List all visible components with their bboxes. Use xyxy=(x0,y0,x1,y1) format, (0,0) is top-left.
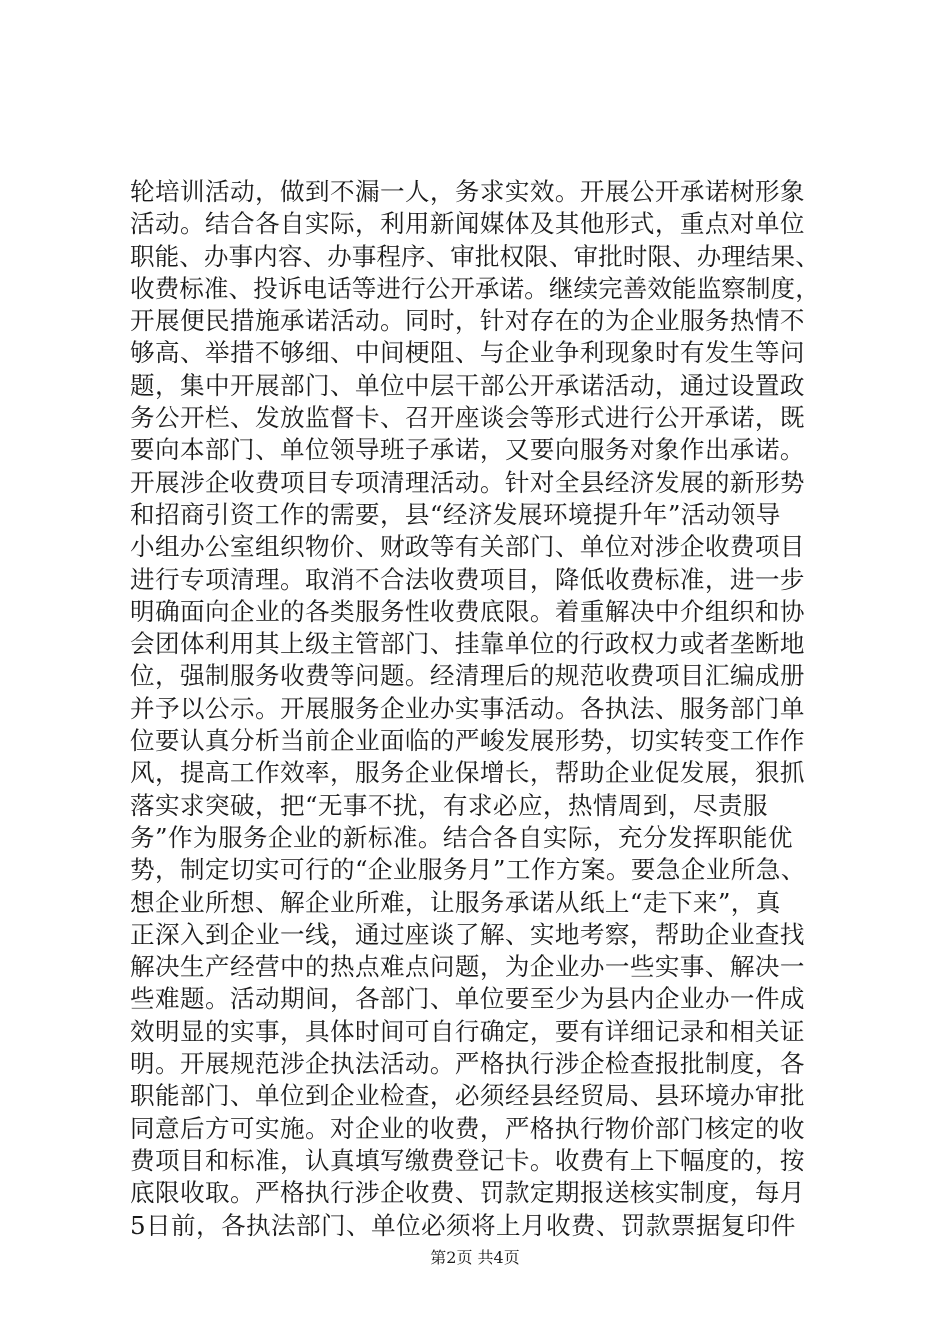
text-line: 位要认真分析当前企业面临的严峻发展形势，切实转变工作作 xyxy=(130,726,805,756)
text-line: 小组办公室组织物价、财政等有关部门、单位对涉企收费项目 xyxy=(130,532,805,562)
text-line: 要向本部门、单位领导班子承诺，又要向服务对象作出承诺。 xyxy=(130,435,805,465)
page-footer: 第2页 共4页 xyxy=(430,1248,520,1267)
text-line: 收费标准、投诉电话等进行公开承诺。继续完善效能监察制度， xyxy=(130,273,820,303)
text-line: 势，制定切实可行的“企业服务月”工作方案。要急企业所急、 xyxy=(130,855,806,885)
text-line: 职能、办事内容、办事程序、审批权限、审批时限、办理结果、 xyxy=(130,241,820,271)
text-line: 轮培训活动，做到不漏一人，务求实效。开展公开承诺树形象 xyxy=(130,177,805,206)
text-line: 进行专项清理。取消不合法收费项目，降低收费标准，进一步 xyxy=(130,564,805,594)
body-paragraph xyxy=(130,176,820,1242)
text-line: 务公开栏、发放监督卡、召开座谈会等形式进行公开承诺，既 xyxy=(130,403,805,433)
text-line: 够高、举措不够细、中间梗阻、与企业争利现象时有发生等问 xyxy=(130,338,805,368)
text-line: 题，集中开展部门、单位中层干部公开承诺活动，通过设置政 xyxy=(130,370,805,400)
text-line: 职能部门、单位到企业检查，必须经县经贸局、县环境办审批 xyxy=(130,1081,805,1111)
text-line: 务”作为服务企业的新标准。结合各自实际，充分发挥职能优 xyxy=(130,822,793,852)
text-line: 些难题。活动期间，各部门、单位要至少为县内企业办一件成 xyxy=(130,984,805,1014)
text-line: 开展涉企收费项目专项清理活动。针对全县经济发展的新形势 xyxy=(130,467,805,497)
text-line: 5日前，各执法部门、单位必须将上月收费、罚款票据复印件 xyxy=(130,1210,796,1240)
text-line: 同意后方可实施。对企业的收费，严格执行物价部门核定的收 xyxy=(130,1113,805,1143)
text-line: 落实求突破，把“无事不扰，有求必应，热情周到，尽责服 xyxy=(130,790,768,820)
text-line: 和招商引资工作的需要，县“经济发展环境提升年”活动领导 xyxy=(130,499,781,529)
text-line: 想企业所想、解企业所难，让服务承诺从纸上“走下来”，真 xyxy=(130,887,781,917)
text-line: 并予以公示。开展服务企业办实事活动。各执法、服务部门单 xyxy=(130,693,805,723)
text-line: 明确面向企业的各类服务性收费底限。着重解决中介组织和协 xyxy=(130,596,805,626)
text-line: 正深入到企业一线，通过座谈了解、实地考察，帮助企业查找 xyxy=(130,919,805,949)
text-line: 明。开展规范涉企执法活动。严格执行涉企检查报批制度，各 xyxy=(130,1049,805,1079)
text-line: 活动。结合各自实际，利用新闻媒体及其他形式，重点对单位 xyxy=(130,209,805,239)
text-line: 解决生产经营中的热点难点问题，为企业办一些实事、解决一 xyxy=(130,952,805,982)
text-line: 费项目和标准，认真填写缴费登记卡。收费有上下幅度的，按 xyxy=(130,1145,805,1175)
text-line: 效明显的实事，具体时间可自行确定，要有详细记录和相关证 xyxy=(130,1016,805,1046)
text-line: 会团体利用其上级主管部门、挂靠单位的行政权力或者垄断地 xyxy=(130,629,805,659)
text-line: 风，提高工作效率，服务企业保增长，帮助企业促发展，狠抓 xyxy=(130,758,805,788)
text-line: 底限收取。严格执行涉企收费、罚款定期报送核实制度，每月 xyxy=(130,1178,805,1208)
text-line: 开展便民措施承诺活动。同时，针对存在的为企业服务热情不 xyxy=(130,306,805,336)
text-line: 位，强制服务收费等问题。经清理后的规范收费项目汇编成册 xyxy=(130,661,805,691)
